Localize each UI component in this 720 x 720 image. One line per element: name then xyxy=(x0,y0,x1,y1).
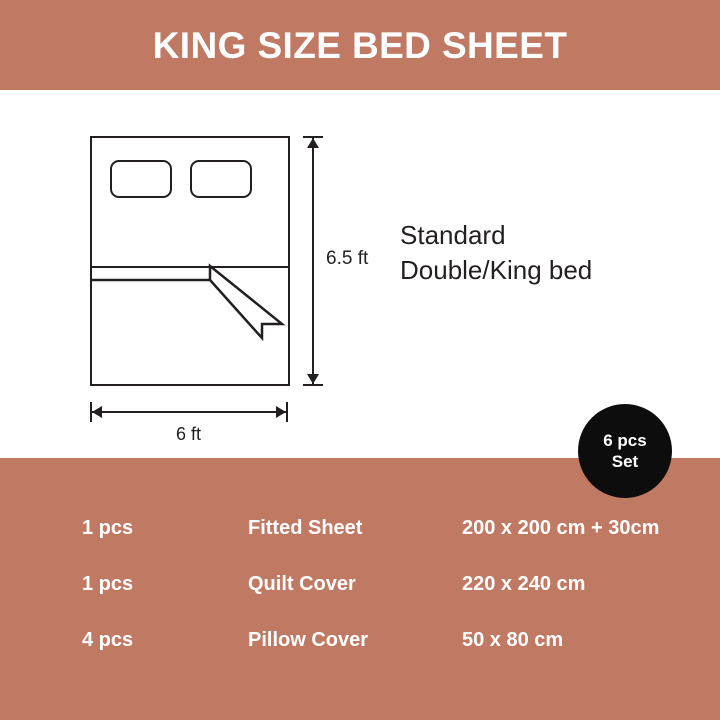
spec-quantity: 1 pcs xyxy=(82,572,134,595)
table-row xyxy=(0,500,720,556)
badge-line1: 6 pcs xyxy=(603,430,647,450)
spec-size: 220 x 240 cm xyxy=(462,572,586,595)
width-cap-right xyxy=(286,402,288,422)
spec-size: 200 x 200 cm + 30cm xyxy=(462,516,660,539)
table-row xyxy=(0,556,720,612)
bed-type-caption-line1: Standard xyxy=(400,220,506,250)
spec-table xyxy=(0,458,720,720)
bed-diagram xyxy=(90,136,290,386)
badge-line2: Set xyxy=(611,452,639,471)
spec-item: Fitted Sheet xyxy=(248,516,363,539)
height-cap-bottom xyxy=(303,384,323,386)
arrow-down-icon xyxy=(307,374,319,384)
arrow-left-icon xyxy=(92,406,102,418)
table-row xyxy=(0,612,720,668)
header-banner xyxy=(0,0,720,90)
arrow-up-icon xyxy=(307,138,319,148)
height-dimension-line xyxy=(312,136,314,386)
spec-item: Pillow Cover xyxy=(248,628,369,651)
diagram-panel xyxy=(0,90,720,458)
spec-size: 50 x 80 cm xyxy=(462,628,564,651)
width-dimension-line xyxy=(90,411,288,413)
bed-type-caption xyxy=(400,218,700,288)
arrow-right-icon xyxy=(276,406,286,418)
spec-quantity: 1 pcs xyxy=(82,516,134,539)
height-dimension-label: 6.5 ft xyxy=(326,248,369,269)
pcs-set-badge xyxy=(578,404,672,498)
page-title: KING SIZE BED SHEET xyxy=(152,24,568,66)
spec-item: Quilt Cover xyxy=(248,572,356,595)
bed-type-caption-line2: Double/King bed xyxy=(400,255,593,286)
width-dimension-label: 6 ft xyxy=(176,424,202,444)
blanket-fold-shape xyxy=(92,138,289,384)
spec-quantity: 4 pcs xyxy=(82,628,134,651)
